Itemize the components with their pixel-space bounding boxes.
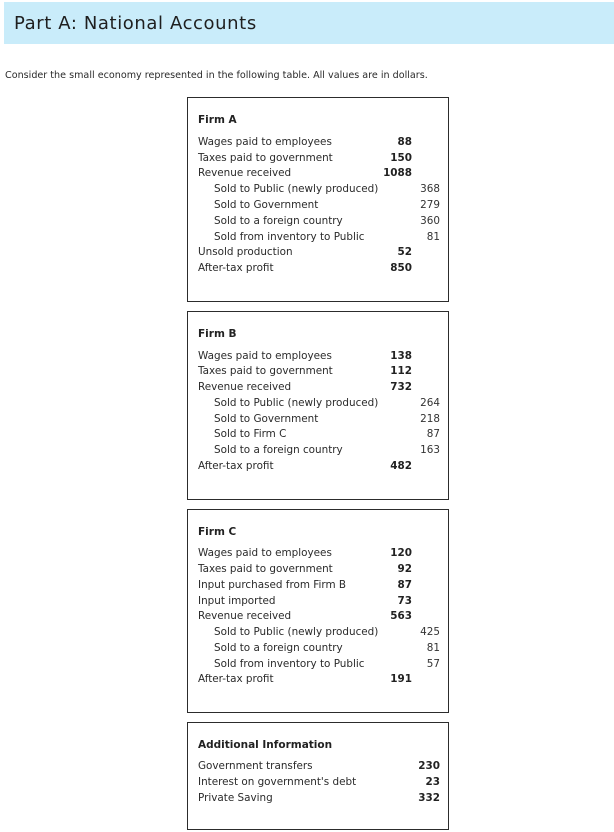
table-row [198, 262, 442, 277]
row-label: Sold to Firm C [214, 428, 287, 440]
row-label: Revenue received [198, 167, 292, 179]
table-row [198, 350, 442, 365]
row-value: 81 [426, 642, 440, 654]
row-label: Sold from inventory to Public [214, 658, 365, 670]
row-value: 332 [418, 792, 440, 804]
row-label: Wages paid to employees [198, 350, 332, 362]
row-value: 163 [420, 444, 440, 456]
table-row [198, 381, 442, 396]
table-row [198, 547, 442, 562]
firm-b-table [187, 311, 449, 500]
table-row [198, 167, 442, 182]
table-row [198, 563, 442, 578]
row-value: 850 [390, 262, 412, 274]
row-label: Wages paid to employees [198, 547, 332, 559]
row-label: Government transfers [198, 760, 313, 772]
table-row [198, 673, 442, 688]
firm-b-title: Firm B [198, 328, 237, 340]
table-row [198, 246, 442, 261]
row-value: 360 [420, 215, 440, 227]
row-value: 57 [426, 658, 440, 670]
row-value: 87 [397, 579, 412, 591]
row-value: 191 [390, 673, 412, 685]
firm-c-table [187, 509, 449, 713]
row-value: 563 [390, 610, 412, 622]
row-value: 425 [420, 626, 440, 638]
table-row [198, 658, 442, 673]
row-value: 1088 [383, 167, 412, 179]
table-row [198, 444, 442, 459]
table-row [198, 199, 442, 214]
row-value: 150 [390, 152, 412, 164]
row-label: Revenue received [198, 381, 292, 393]
intro-text: Consider the small economy represented in the following table. All values are in dollars. [5, 70, 428, 81]
table-row [198, 365, 442, 380]
row-label: Sold from inventory to Public [214, 231, 365, 243]
row-value: 732 [390, 381, 412, 393]
table-row [198, 136, 442, 151]
table-row [198, 626, 442, 641]
table-row [198, 610, 442, 625]
table-row [198, 152, 442, 167]
row-value: 52 [397, 246, 412, 258]
row-label: Unsold production [198, 246, 293, 258]
table-row [198, 428, 442, 443]
row-label: Taxes paid to government [198, 563, 333, 575]
table-row [198, 460, 442, 475]
row-label: After-tax profit [198, 460, 274, 472]
row-value: 264 [420, 397, 440, 409]
row-label: Interest on government's debt [198, 776, 357, 788]
row-label: Input purchased from Firm B [198, 579, 347, 591]
firm-c-title: Firm C [198, 526, 237, 538]
firm-a-title: Firm A [198, 114, 237, 126]
row-value: 112 [390, 365, 412, 377]
row-value: 81 [426, 231, 440, 243]
section-header [4, 2, 614, 44]
row-value: 23 [425, 776, 440, 788]
table-row [198, 579, 442, 594]
row-value: 230 [418, 760, 440, 772]
table-row [198, 776, 442, 791]
section-title: Part A: National Accounts [14, 13, 257, 34]
table-row [198, 595, 442, 610]
table-row [198, 231, 442, 246]
row-label: Private Saving [198, 792, 273, 804]
table-row [198, 760, 442, 775]
additional-info-table [187, 722, 449, 830]
table-row [198, 792, 442, 807]
row-value: 218 [420, 413, 440, 425]
row-label: Sold to Public (newly produced) [214, 626, 379, 638]
row-value: 138 [390, 350, 412, 362]
row-label: Sold to a foreign country [214, 215, 343, 227]
row-value: 87 [426, 428, 440, 440]
row-label: Taxes paid to government [198, 365, 333, 377]
table-row [198, 215, 442, 230]
row-label: Sold to Public (newly produced) [214, 183, 379, 195]
row-value: 73 [397, 595, 412, 607]
row-label: Sold to Government [214, 413, 319, 425]
row-label: Sold to a foreign country [214, 444, 343, 456]
row-value: 368 [420, 183, 440, 195]
row-label: After-tax profit [198, 262, 274, 274]
row-label: Sold to Government [214, 199, 319, 211]
row-label: Input imported [198, 595, 276, 607]
table-row [198, 413, 442, 428]
row-label: Taxes paid to government [198, 152, 333, 164]
row-value: 92 [397, 563, 412, 575]
row-value: 482 [390, 460, 412, 472]
row-label: After-tax profit [198, 673, 274, 685]
row-value: 120 [390, 547, 412, 559]
table-row [198, 397, 442, 412]
row-label: Wages paid to employees [198, 136, 332, 148]
row-label: Sold to Public (newly produced) [214, 397, 379, 409]
additional-info-title: Additional Information [198, 739, 333, 751]
firm-a-table [187, 97, 449, 302]
row-value: 88 [397, 136, 412, 148]
row-label: Sold to a foreign country [214, 642, 343, 654]
table-row [198, 183, 442, 198]
row-value: 279 [420, 199, 440, 211]
table-row [198, 642, 442, 657]
row-label: Revenue received [198, 610, 292, 622]
